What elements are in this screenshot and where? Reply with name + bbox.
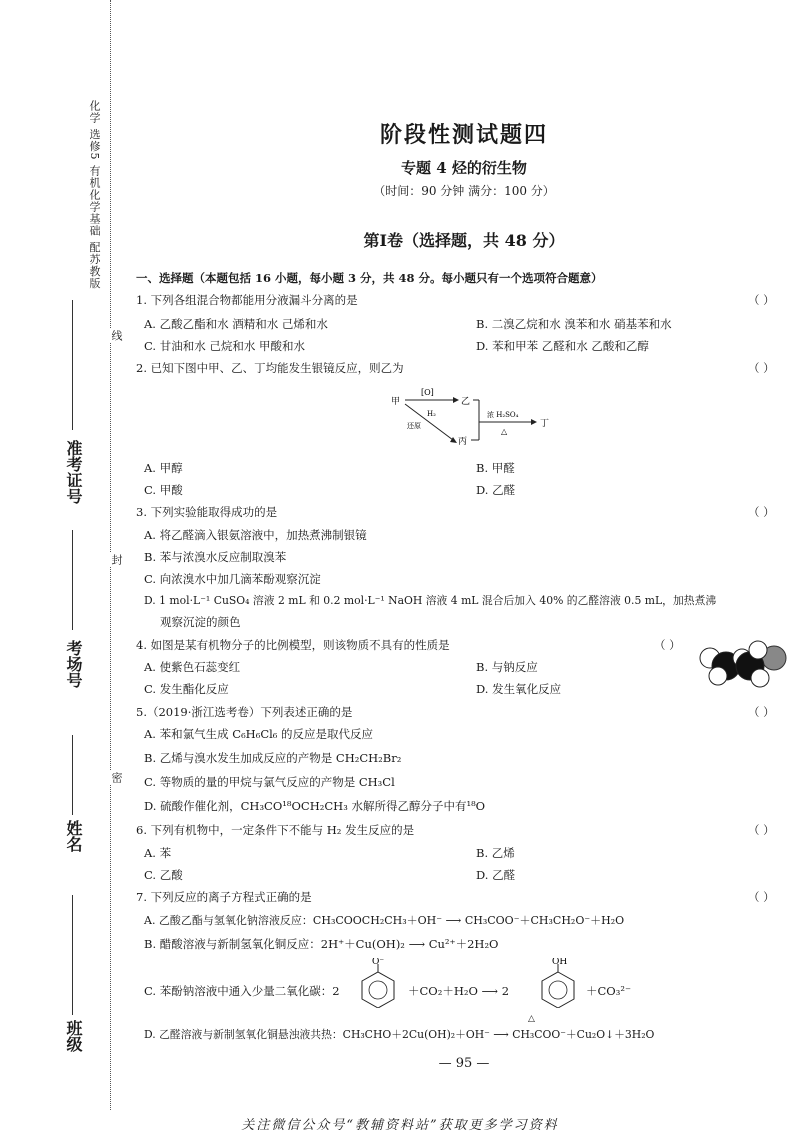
q4-option-d: D. 发生氧化反应 — [476, 682, 562, 696]
answer-blank-7[interactable]: （ ） — [748, 890, 775, 904]
phenoxide-label: O⁻ — [372, 958, 385, 967]
scheme-acid: 浓 H₂SO₄ — [487, 411, 519, 419]
q6-option-c: C. 乙酸 — [144, 868, 183, 882]
scheme-oxidant: [O] — [421, 388, 434, 397]
q4-option-a: A. 使紫色石蕊变红 — [144, 660, 241, 674]
q3-option-d: D. 1 mol·L⁻¹ CuSO₄ 溶液 2 mL 和 0.2 mol·L⁻¹ NaOH 溶液 4 mL 混合后加入 40% 的乙醛溶液 0.5 mL，加热煮沸 — [144, 594, 717, 607]
section-title: 第Ⅰ卷（选择题，共 48 分） — [363, 231, 565, 250]
answer-blank-4[interactable]: （ ） — [654, 638, 681, 652]
answer-blank-3[interactable]: （ ） — [748, 505, 775, 519]
answer-blank-6[interactable]: （ ） — [748, 823, 775, 837]
question-2-stem: 2. 已知下图中甲、乙、丁均能发生银镜反应，则乙为 — [136, 361, 404, 375]
q4-option-c: C. 发生酯化反应 — [144, 682, 229, 696]
q3-option-c: C. 向浓溴水中加几滴苯酚观察沉淀 — [144, 572, 321, 586]
q6-option-a: A. 苯 — [144, 846, 172, 860]
phenol-structure — [536, 958, 580, 1008]
q1-option-c: C. 甘油和水 己烷和水 甲酸和水 — [144, 339, 306, 353]
phenol-label: OH — [552, 958, 568, 967]
scheme-yi: 乙 — [461, 397, 471, 407]
scheme-reduction: 还原 — [407, 422, 421, 430]
q7-option-a: A. 乙酸乙酯与氢氧化钠溶液反应：CH₃COOCH₂CH₃＋OH⁻ ⟶ CH₃COO⁻＋CH₃CH₂O⁻＋H₂O — [144, 914, 625, 927]
field-class-line[interactable] — [72, 895, 73, 1015]
q5-option-d: D. 硫酸作催化剂，CH₃CO¹⁸OCH₂CH₃ 水解所得乙醇分子中有¹⁸O — [144, 799, 486, 813]
q5-option-c: C. 等物质的量的甲烷与氯气反应的产物是 CH₃Cl — [144, 775, 395, 789]
q2-option-c: C. 甲酸 — [144, 483, 183, 497]
section-intro: 一、选择题（本题包括 16 小题，每小题 3 分，共 48 分。每小题只有一个选项符合题意） — [136, 271, 603, 285]
footer-note: 关注微信公众号“教辅资料站”获取更多学习资料 — [241, 1118, 559, 1133]
q7-option-c-end: ＋CO₃²⁻ — [586, 984, 632, 998]
page-title: 阶段性测试题四 — [379, 122, 548, 148]
q5-option-b: B. 乙烯与溴水发生加成反应的产物是 CH₂CH₂Br₂ — [144, 751, 402, 765]
q7-option-c: C. 苯酚钠溶液中通入少量二氧化碳：2 — [144, 984, 340, 998]
q3-option-d-cont: 观察沉淀的颜色 — [160, 615, 241, 629]
q7-option-b: B. 醋酸溶液与新制氢氧化铜反应：2H⁺＋Cu(OH)₂ ⟶ Cu²⁺＋2H₂O — [144, 937, 499, 951]
question-3-stem: 3. 下列实验能取得成功的是 — [136, 505, 278, 519]
field-class-label: 班级 — [64, 1020, 83, 1052]
q1-option-d: D. 苯和甲苯 乙醛和水 乙酸和乙醇 — [476, 339, 649, 353]
field-exam-id-label: 准考证号 — [64, 440, 83, 504]
q6-option-d: D. 乙醛 — [476, 868, 516, 882]
scheme-heat: △ — [501, 427, 508, 436]
mark-mi: 密 — [110, 772, 123, 783]
question-5-stem: 5.（2019·浙江选考卷）下列表述正确的是 — [136, 705, 353, 719]
question-4-stem: 4. 如图是某有机物分子的比例模型，则该物质不具有的性质是 — [136, 638, 450, 652]
q7-option-d: D. 乙醛溶液与新制氢氧化铜悬浊液共热：CH₃CHO＋2Cu(OH)₂＋OH⁻ ⟶ CH₃COO⁻＋Cu₂O↓＋3H₂O — [144, 1028, 655, 1041]
q6-option-b: B. 乙烯 — [476, 846, 515, 860]
phenoxide-structure — [356, 958, 400, 1008]
answer-blank-5[interactable]: （ ） — [748, 705, 775, 719]
q1-option-b: B. 二溴乙烷和水 溴苯和水 硝基苯和水 — [476, 317, 672, 331]
scheme-h2: H₂ — [427, 410, 436, 418]
field-room-line[interactable] — [72, 530, 73, 630]
scheme-jia: 甲 — [391, 397, 401, 407]
scheme-ding: 丁 — [540, 419, 550, 429]
field-name-line[interactable] — [72, 735, 73, 815]
question-1-stem: 1. 下列各组混合物都能用分液漏斗分离的是 — [136, 293, 358, 307]
reaction-scheme — [391, 382, 561, 454]
q3-option-b: B. 苯与浓溴水反应制取溴苯 — [144, 550, 287, 564]
q5-option-a: A. 苯和氯气生成 C₆H₆Cl₆ 的反应是取代反应 — [144, 727, 374, 741]
molecule-model — [696, 636, 792, 692]
field-exam-id-line[interactable] — [72, 300, 73, 430]
answer-blank-2[interactable]: （ ） — [748, 361, 775, 375]
q7-option-c-mid: ＋CO₂＋H₂O ⟶ 2 — [408, 984, 510, 998]
answer-blank-1[interactable]: （ ） — [748, 293, 775, 307]
field-name-label: 姓名 — [64, 820, 83, 852]
question-6-stem: 6. 下列有机物中，一定条件下不能与 H₂ 发生反应的是 — [136, 823, 415, 837]
scheme-bing: 丙 — [458, 437, 468, 447]
q7-heat-mark: △ — [528, 1014, 535, 1024]
q3-option-a: A. 将乙醛滴入银氨溶液中，加热煮沸制银镜 — [144, 528, 367, 542]
q2-option-d: D. 乙醛 — [476, 483, 516, 497]
mark-feng: 封 — [110, 554, 123, 565]
time-info: （时间：90 分钟 满分：100 分） — [373, 184, 555, 198]
binding-margin — [0, 0, 123, 1139]
q1-option-a: A. 乙酸乙酯和水 酒精和水 己烯和水 — [144, 317, 328, 331]
book-info: 化学 选修5 有机化学基础 配苏教版 — [88, 100, 101, 290]
q2-option-a: A. 甲醇 — [144, 461, 183, 475]
q4-option-b: B. 与钠反应 — [476, 660, 538, 674]
page-subtitle: 专题 4 烃的衍生物 — [401, 159, 527, 177]
question-7-stem: 7. 下列反应的离子方程式正确的是 — [136, 890, 312, 904]
q2-option-b: B. 甲醛 — [476, 461, 515, 475]
mark-xian: 线 — [110, 330, 123, 341]
field-room-label: 考场号 — [64, 640, 83, 688]
page-number: — 95 — — [438, 1056, 490, 1071]
